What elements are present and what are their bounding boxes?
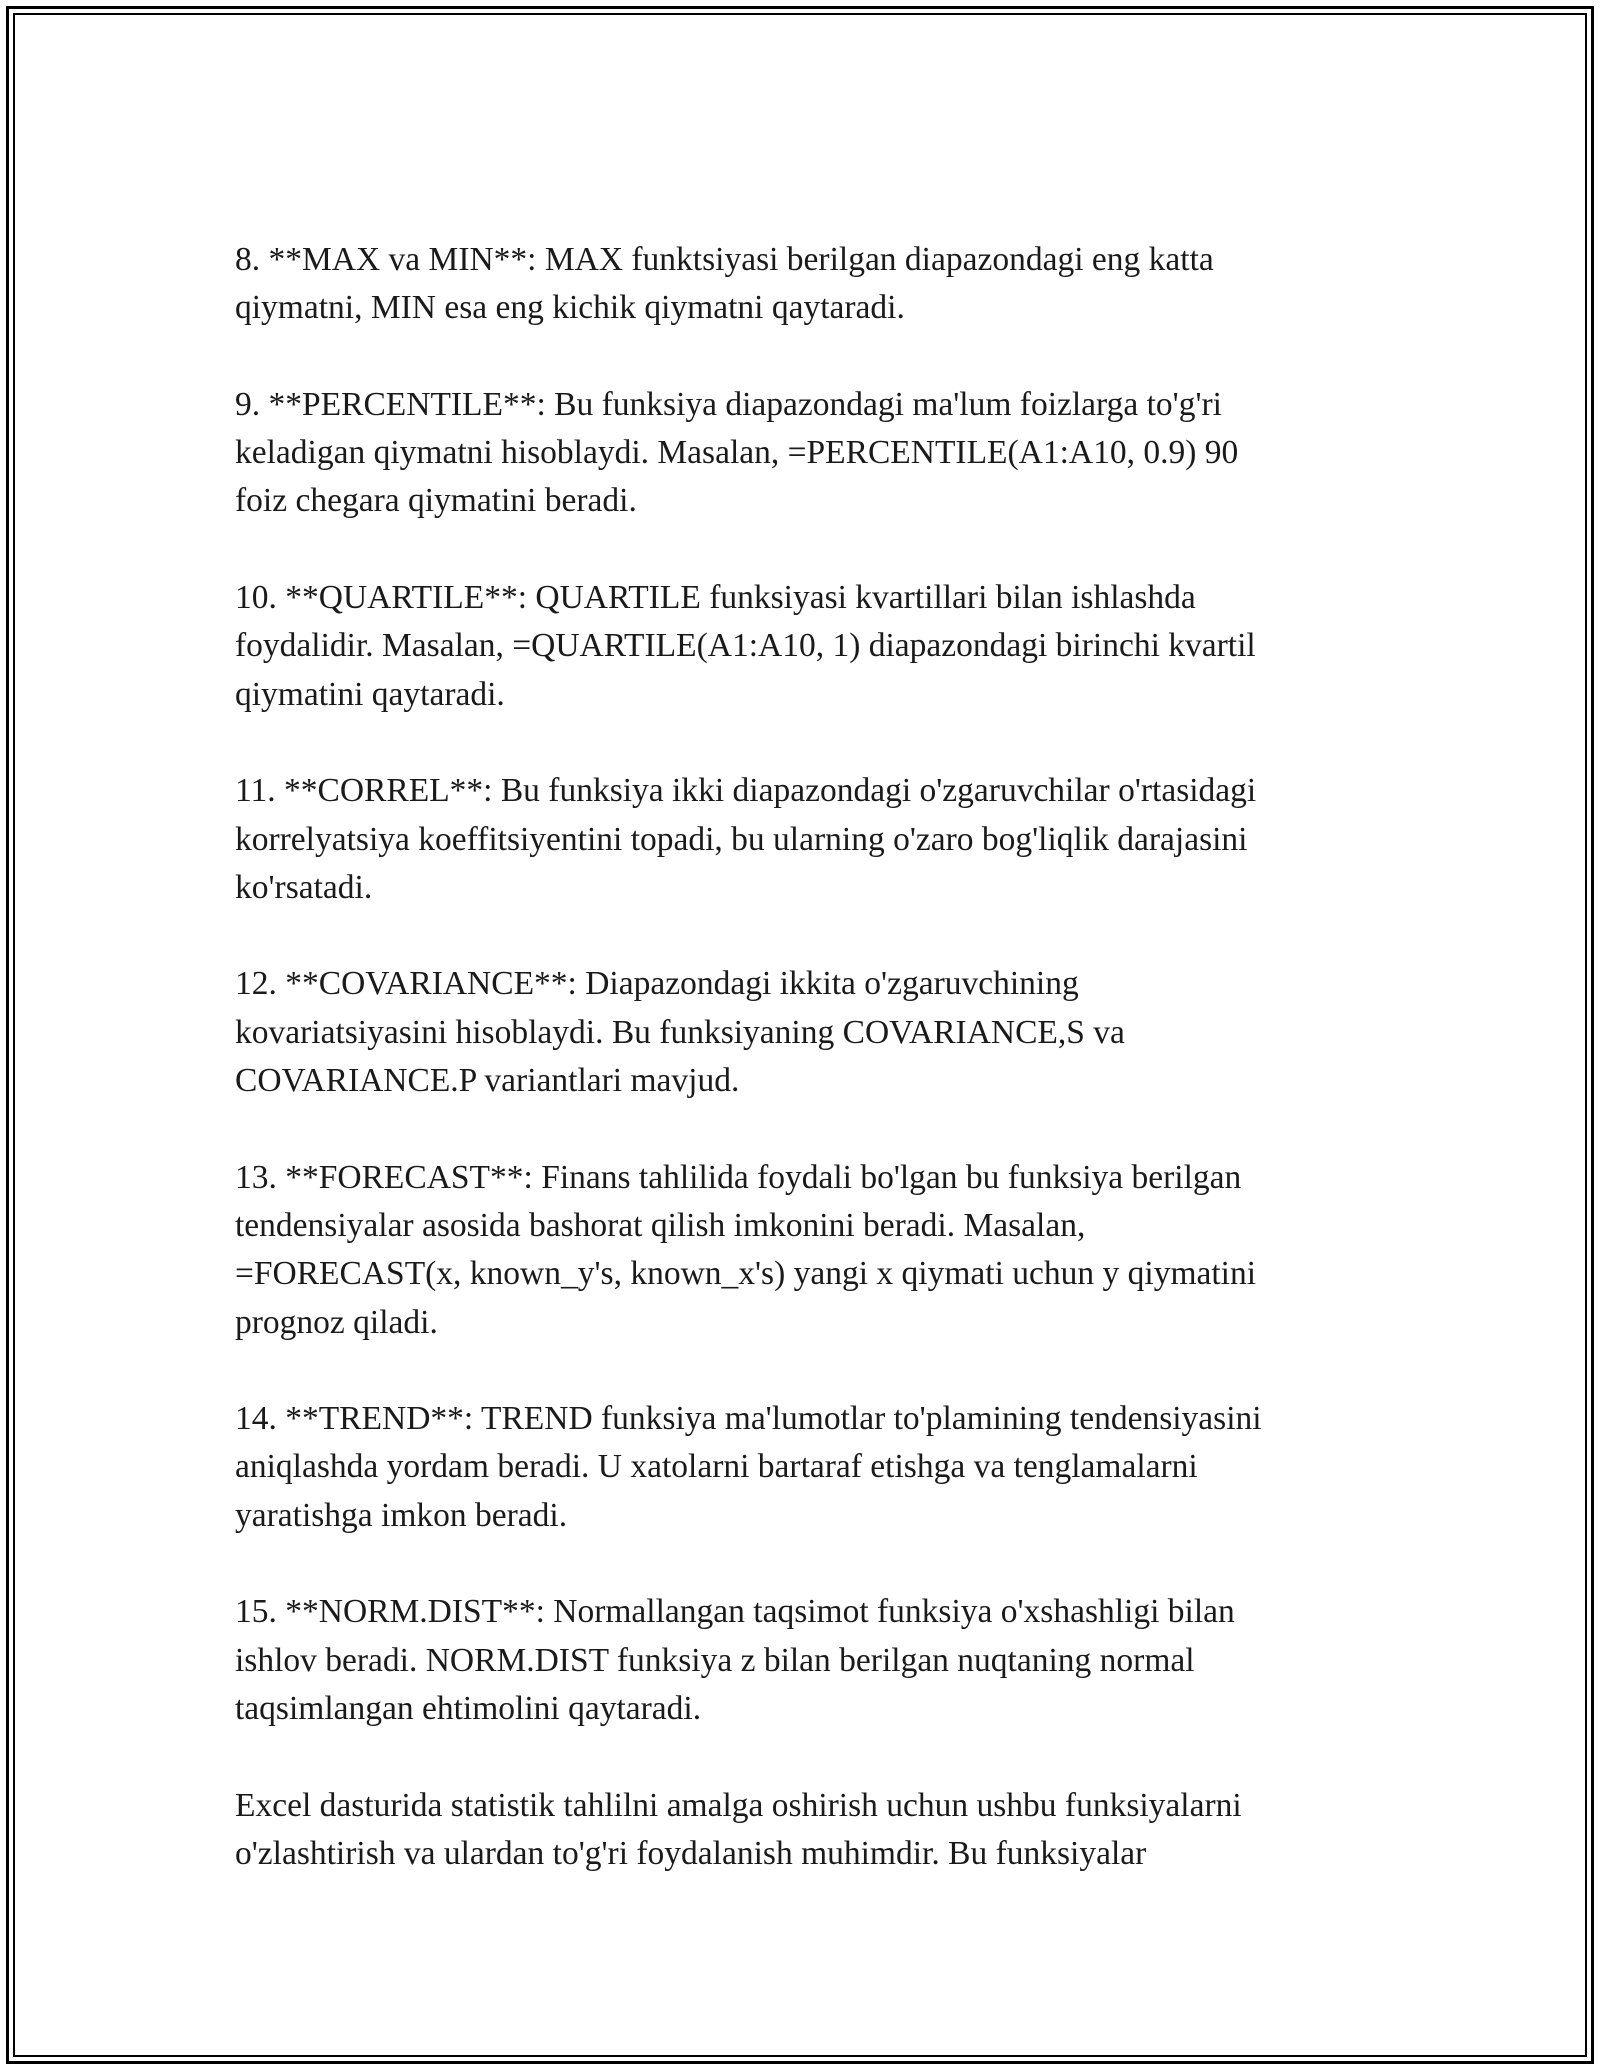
document-body: [235, 236, 1375, 1926]
paragraph-forecast: 13. **FORECAST**: Finans tahlilida foydali bo'lgan bu funksiya berilgan tendensiyalar asosida bashorat qilish imkonini beradi. Masalan, =FORECAST(x, known_y's, known_x's) yangi x qiymati uchun y qiymatini prognoz qiladi.: [235, 1158, 1257, 1341]
paragraph-covariance: 12. **COVARIANCE**: Diapazondagi ikkita o'zgaruvchining kovariatsiyasini hisoblaydi. Bu funksiyaning COVARIANCE,S va COVARIANCE.P variantlari mavjud.: [235, 965, 1125, 1100]
paragraph-max-min: 8. **MAX va MIN**: MAX funktsiyasi berilgan diapazondagi eng katta qiymatni, MIN esa eng kichik qiymatni qaytaradi.: [235, 241, 1214, 327]
paragraph-norm-dist: 15. **NORM.DIST**: Normallangan taqsimot funksiya o'xshashligi bilan ishlov beradi. NORM.DIST funksiya z bilan berilgan nuqtaning normal taqsimlangan ehtimolini qaytaradi.: [235, 1593, 1235, 1727]
paragraph-trend: 14. **TREND**: TREND funksiya ma'lumotlar to'plamining tendensiyasini aniqlashda yordam beradi. U xatolarni bartaraf etishga va tenglamalarni yaratishga imkon beradi.: [235, 1400, 1262, 1534]
paragraph-correl: 11. **CORREL**: Bu funksiya ikki diapazondagi o'zgaruvchilar o'rtasidagi korrelyatsiya koeffitsiyentini topadi, bu ularning o'zaro bog'liqlik darajasini ko'rsatadi.: [235, 772, 1257, 906]
paragraph-percentile: 9. **PERCENTILE**: Bu funksiya diapazondagi ma'lum foizlarga to'g'ri keladigan qiymatni hisoblaydi. Masalan, =PERCENTILE(A1:A10, 0.9) 90 foiz chegara qiymatini beradi.: [235, 385, 1239, 520]
paragraph-conclusion: Excel dasturida statistik tahlilni amalga oshirish uchun ushbu funksiyalarni o'zlashtirish va ulardan to'g'ri foydalanish muhimdir. Bu funksiyalar: [235, 1786, 1242, 1872]
paragraph-quartile: 10. **QUARTILE**: QUARTILE funksiyasi kvartillari bilan ishlashda foydalidir. Masalan, =QUARTILE(A1:A10, 1) diapazondagi birinchi kvartil qiymatini qaytaradi.: [235, 579, 1256, 713]
